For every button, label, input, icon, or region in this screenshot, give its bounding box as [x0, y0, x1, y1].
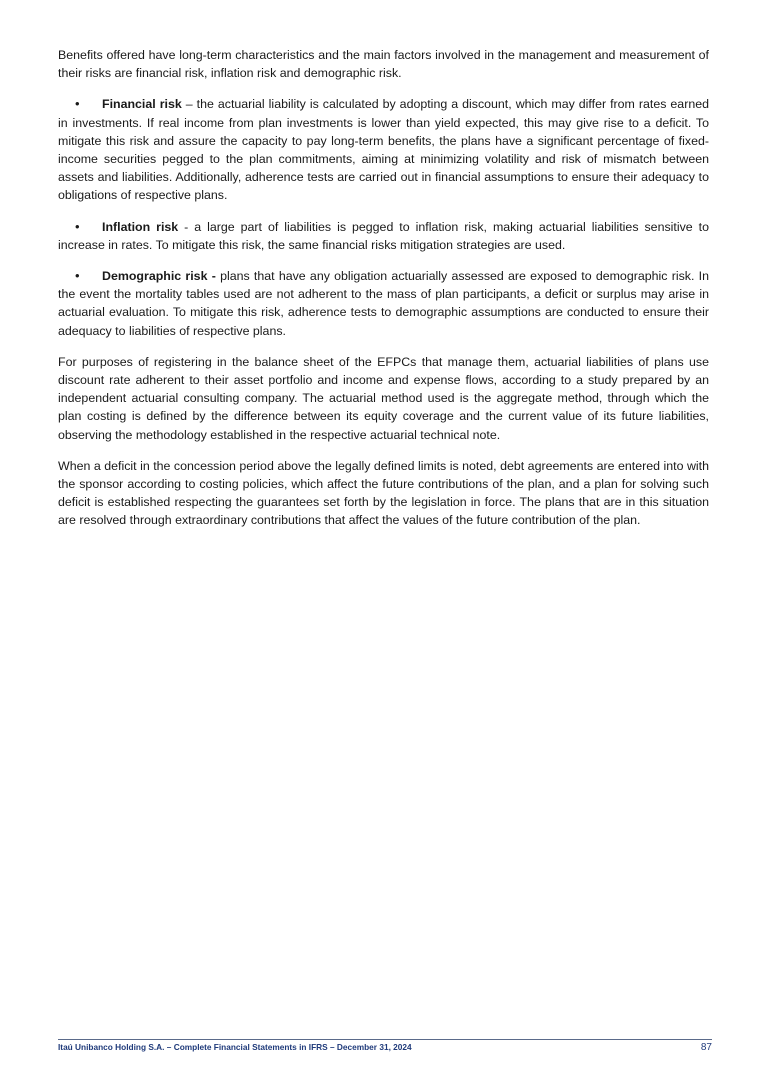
footer-divider — [58, 1039, 712, 1040]
bullet-financial-risk — [58, 95, 709, 204]
bullet-term: Inflation risk — [102, 219, 179, 234]
bullet-marker — [75, 267, 102, 285]
deficit-paragraph: When a deficit in the concession period above the legally defined limits is noted, debt agreements are entered into with the sponsor according to costing policies, which affect the future contributions of the plan, and a plan for solving such deficit is established respecting the guarantees set forth by the legislation in force. The plans that are in this situation are resolved through extraordinary contributions that affect the values of the future contribution of the plan. — [58, 458, 709, 528]
bullet-inflation-risk — [58, 218, 709, 254]
footer-page-number: 87 — [700, 1042, 712, 1053]
bullet-marker — [75, 95, 102, 113]
bullet-dot-icon: • — [75, 268, 80, 284]
bullet-text: – the actuarial liability is calculated by adopting a discount, which may differ from rates earned in investments. If real income from plan investments is lower than yield expected, this may give rise to a deficit. To mitigate this risk and assure the capacity to pay long-term benefits, the plans have a significant percentage of fixed-income securities pegged to the plan commitments, aiming at minimizing volatility and risk of mismatch between assets and liabilities. Additionally, adherence tests are carried out in financial assumptions to ensure their adequacy to obligations of respective plans. — [58, 97, 709, 203]
intro-paragraph: Benefits offered have long-term characteristics and the main factors involved in the management and measurement of their risks are financial risk, inflation risk and demographic risk. — [58, 48, 709, 81]
footer-document-title: Itaú Unibanco Holding S.A. – Complete Financial Statements in IFRS – December 31, 2024 — [58, 1042, 412, 1052]
bullet-text: - a large part of liabilities is pegged to inflation risk, making actuarial liabilities sensitive to increase in rates. To mitigate this risk, the same financial risks mitigation strategies are used. — [58, 219, 710, 252]
page-body — [58, 46, 709, 543]
bullet-dot-icon: • — [75, 96, 80, 112]
bullet-text: plans that have any obligation actuarially assessed are exposed to demographic risk. In the event the mortality tables used are not adherent to the mass of plan participants, a deficit or surplus may arise in actuarial evaluation. To mitigate this risk, adherence tests to demographic assumptions are conducted to ensure their adequacy to liabilities of respective plans. — [58, 269, 709, 338]
bullet-marker — [75, 218, 102, 236]
bullet-term: Demographic risk - — [102, 269, 216, 284]
bullet-term: Financial risk — [102, 97, 182, 112]
efpc-paragraph: For purposes of registering in the balance sheet of the EFPCs that manage them, actuarial liabilities of plans use discount rate adherent to their asset portfolio and income and expense flows, according to a study prepared by an independent actuarial consulting company. The actuarial method used is the aggregate method, through which the plan costing is defined by the difference between its equity coverage and the current value of its future liabilities, observing the methodology established in the respective actuarial technical note. — [58, 354, 709, 442]
bullet-demographic-risk — [58, 267, 709, 340]
bullet-dot-icon: • — [75, 218, 80, 234]
